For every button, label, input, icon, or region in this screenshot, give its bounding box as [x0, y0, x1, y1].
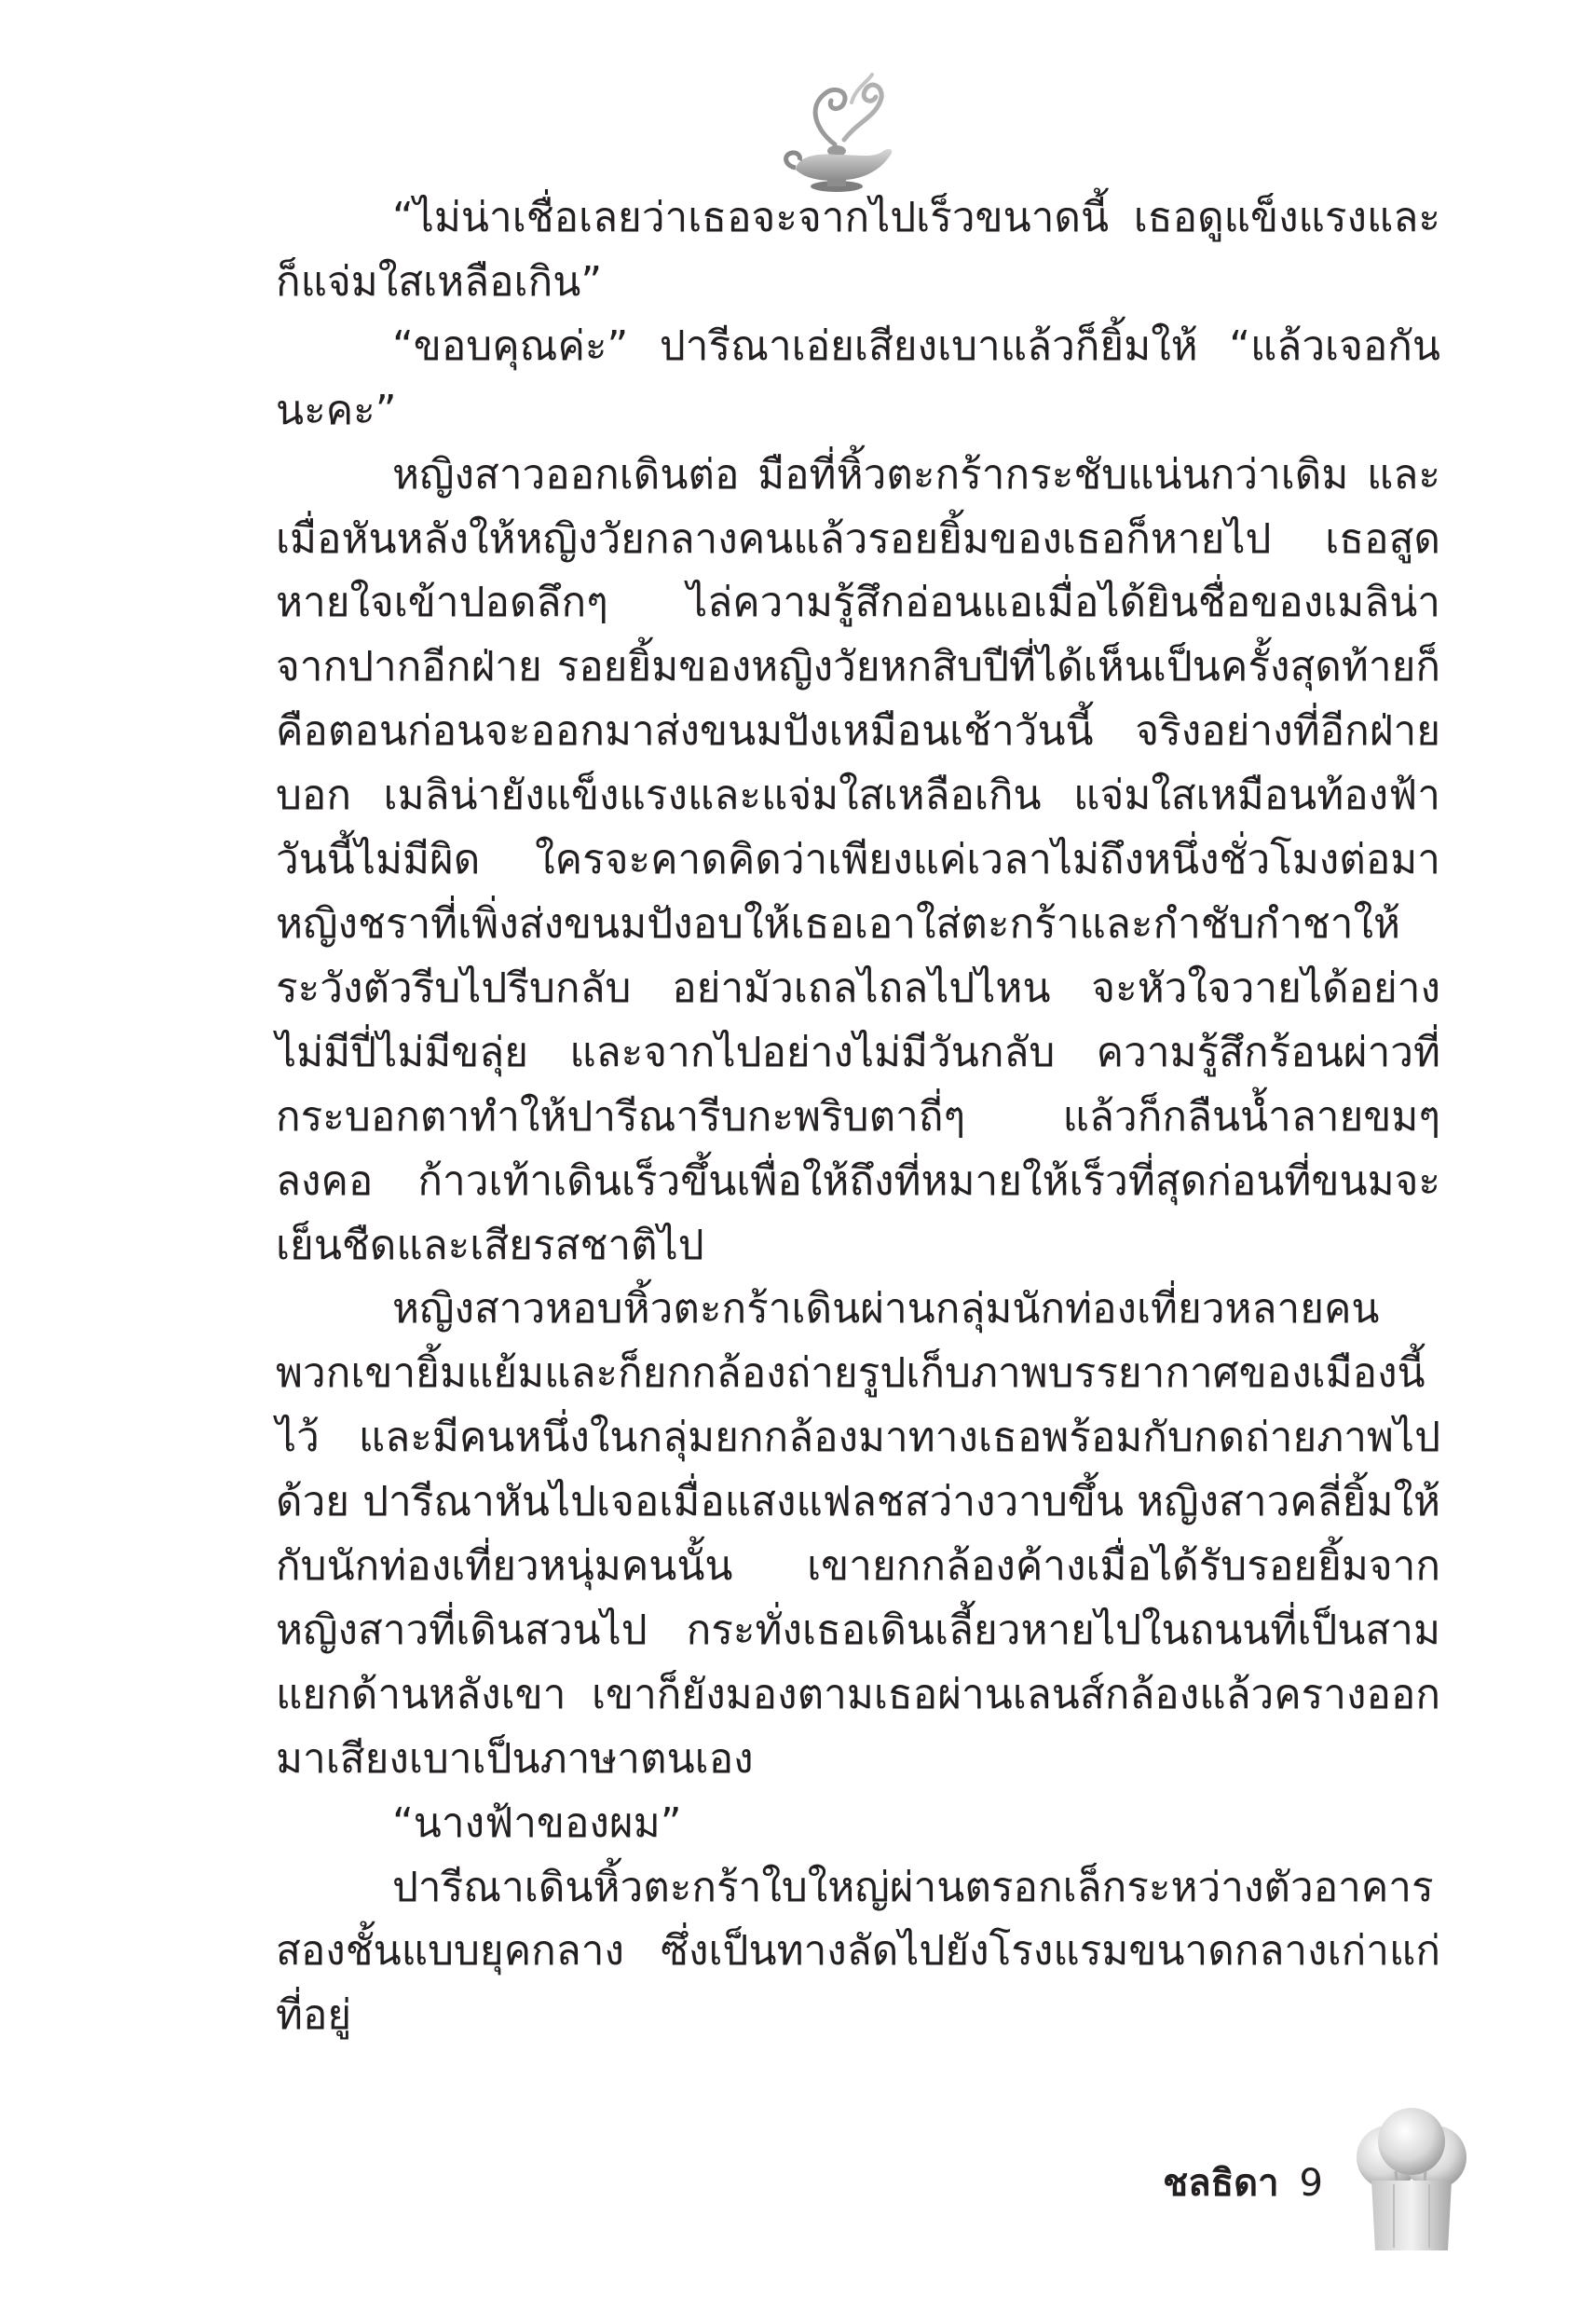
paragraph: “นางฟ้าของผม”: [392, 1798, 682, 1847]
body-text: [276, 186, 1440, 2048]
paragraph: “ไม่น่าเชื่อเลยว่าเธอจะจากไปเร็วขนาดนี้ เธอดูแข็งแรงและก็แจ่มใสเหลือเกิน”: [276, 194, 1440, 306]
author-name: ชลธิดา: [1163, 2162, 1279, 2205]
page-footer: [1099, 2106, 1491, 2255]
paragraph: หญิงสาวหอบหิ้วตะกร้าเดินผ่านกลุ่มนักท่องเที่ยวหลายคน พวกเขายิ้มแย้มและก็ยกกล้องถ่ายรูปเก็บภาพบรรยากาศของเมืองนี้ไว้ และมีคนหนึ่งในกลุ่มยกกล้องมาทางเธอพร้อมกับกดถ่ายภาพไปด้วย ปารีณาหันไปเจอเมื่อแสงแฟลชสว่างวาบขึ้น หญิงสาวคลี่ยิ้มให้กับนักท่องเที่ยวหนุ่มคนนั้น เขายกกล้องค้างเมื่อได้รับรอยยิ้มจากหญิงสาวที่เดินสวนไป กระทั่งเธอเดินเลี้ยวหายไปในถนนที่เป็นสามแยกด้านหลังเขา เขาก็ยังมองตามเธอผ่านเลนส์กล้องแล้วครางออกมาเสียงเบาเป็นภาษาตนเอง: [276, 1285, 1440, 1783]
paragraph: ปารีณาเดินหิ้วตะกร้าใบใหญ่ผ่านตรอกเล็กระหว่างตัวอาคารสองชั้นแบบยุคกลาง ซึ่งเป็นทางลัดไปยังโรงแรมขนาดกลางเก่าแก่ที่อยู่: [276, 1863, 1440, 2040]
genie-lamp-icon: [779, 65, 900, 205]
paragraph: หญิงสาวออกเดินต่อ มือที่หิ้วตะกร้ากระชับแน่นกว่าเดิม และเมื่อหันหลังให้หญิงวัยกลางคนแล้วรอยยิ้มของเธอก็หายไป เธอสูดหายใจเข้าปอดลึกๆ ไล่ความรู้สึกอ่อนแอเมื่อได้ยินชื่อของเมลิน่าจากปากอีกฝ่าย รอยยิ้มของหญิงวัยหกสิบปีที่ได้เห็นเป็นครั้งสุดท้ายก็คือตอนก่อนจะออกมาส่งขนมปังเหมือนเช้าวันนี้ จริงอย่างที่อีกฝ่ายบอก เมลิน่ายังแข็งแรงและแจ่มใสเหลือเกิน แจ่มใสเหมือนท้องฟ้าวันนี้ไม่มีผิด ใครจะคาดคิดว่าเพียงแค่เวลาไม่ถึงหนึ่งชั่วโมงต่อมา หญิงชราที่เพิ่งส่งขนมปังอบให้เธอเอาใส่ตะกร้าและกำชับกำชาให้ระวังตัวรีบไปรีบกลับ อย่ามัวเถลไถลไปไหน จะหัวใจวายได้อย่างไม่มีปี่ไม่มีขลุ่ย และจากไปอย่างไม่มีวันกลับ ความรู้สึกร้อนผ่าวที่กระบอกตาทำให้ปารีณารีบกะพริบตาถี่ๆ แล้วก็กลืนน้ำลายขมๆ ลงคอ ก้าวเท้าเดินเร็วขึ้นเพื่อให้ถึงที่หมายให้เร็วที่สุดก่อนที่ขนมจะเย็นชืดและเสียรสชาติไป: [276, 450, 1440, 1269]
paragraph: “ขอบคุณค่ะ” ปารีณาเอ่ยเสียงเบาแล้วก็ยิ้มให้ “แล้วเจอกันนะคะ”: [276, 321, 1440, 434]
page-number: 9: [1299, 2162, 1323, 2205]
running-footer: [1163, 2153, 1323, 2212]
chef-hat-icon: [1351, 2106, 1472, 2255]
